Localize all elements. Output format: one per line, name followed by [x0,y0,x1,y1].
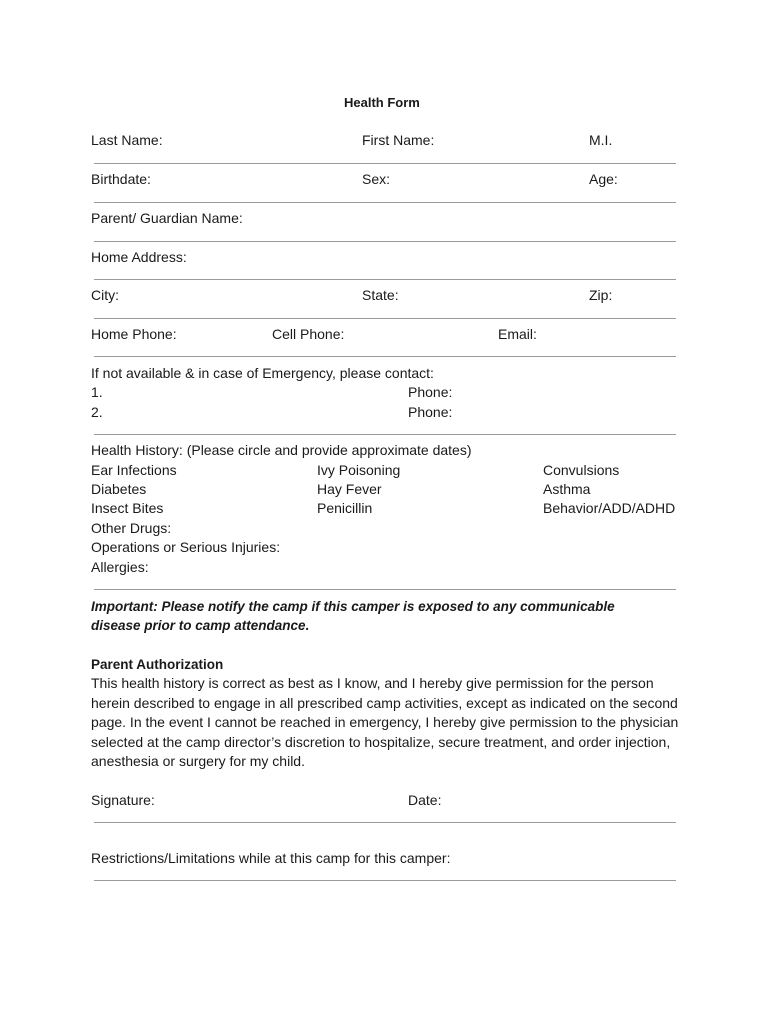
other-drugs-label: Other Drugs: [91,520,172,536]
sex-label: Sex: [362,171,391,187]
condition-item[interactable]: Ear Infections [91,462,177,478]
emergency-contact-1: 1. [91,384,103,400]
condition-item[interactable]: Insect Bites [91,500,164,516]
birthdate-line[interactable] [94,202,676,203]
condition-item[interactable]: Convulsions [543,462,620,478]
signature-line[interactable] [94,822,676,823]
condition-item[interactable]: Behavior/ADD/ADHD [543,500,676,516]
birthdate-label: Birthdate: [91,171,151,187]
emergency-phone-2-label: Phone: [408,404,453,420]
authorization-heading: Parent Authorization [91,657,224,672]
authorization-text-line: anesthesia or surgery for my child. [91,753,305,769]
authorization-text-line: This health history is correct as best as I know, and I hereby give permission for the person [91,675,654,691]
email-label: Email: [498,326,537,342]
signature-label: Signature: [91,792,155,808]
first-name-label: First Name: [362,132,435,148]
condition-item[interactable]: Asthma [543,481,591,497]
state-label: State: [362,287,399,303]
condition-item[interactable]: Diabetes [91,481,147,497]
zip-label: Zip: [589,287,613,303]
health-history-line[interactable] [94,589,676,590]
emergency-line[interactable] [94,434,676,435]
important-notice-line-1: Important: Please notify the camp if this camper is exposed to any communicable [91,599,615,614]
restrictions-label: Restrictions/Limitations while at this camp for this camper: [91,850,451,866]
important-notice-line-2: disease prior to camp attendance. [91,618,310,633]
home-phone-label: Home Phone: [91,326,177,342]
home-address-label: Home Address: [91,249,187,265]
restrictions-line[interactable] [94,880,676,881]
authorization-text-line: page. In the event I cannot be reached in emergency, I hereby give permission to the physician [91,714,679,730]
allergies-label: Allergies: [91,559,149,575]
parent-guardian-label: Parent/ Guardian Name: [91,210,243,226]
authorization-text-line: herein described to engage in all prescribed camp activities, except as indicated on the second [91,695,678,711]
age-label: Age: [589,171,618,187]
middle-initial-label: M.I. [589,132,613,148]
condition-item[interactable]: Hay Fever [317,481,382,497]
emergency-phone-1-label: Phone: [408,384,453,400]
form-title: Health Form [344,95,420,110]
condition-item[interactable]: Penicillin [317,500,373,516]
city-line[interactable] [94,318,676,319]
name-line[interactable] [94,163,676,164]
city-label: City: [91,287,119,303]
home-address-line[interactable] [94,279,676,280]
date-label: Date: [408,792,442,808]
authorization-text-line: selected at the camp director’s discretion to hospitalize, secure treatment, and order injection, [91,734,671,750]
operations-label: Operations or Serious Injuries: [91,539,281,555]
phone-line[interactable] [94,356,676,357]
last-name-label: Last Name: [91,132,163,148]
emergency-heading: If not available & in case of Emergency, please contact: [91,365,434,381]
health-history-heading: Health History: (Please circle and provide approximate dates) [91,442,472,458]
parent-guardian-line[interactable] [94,241,676,242]
emergency-contact-2: 2. [91,404,103,420]
cell-phone-label: Cell Phone: [272,326,345,342]
condition-item[interactable]: Ivy Poisoning [317,462,401,478]
